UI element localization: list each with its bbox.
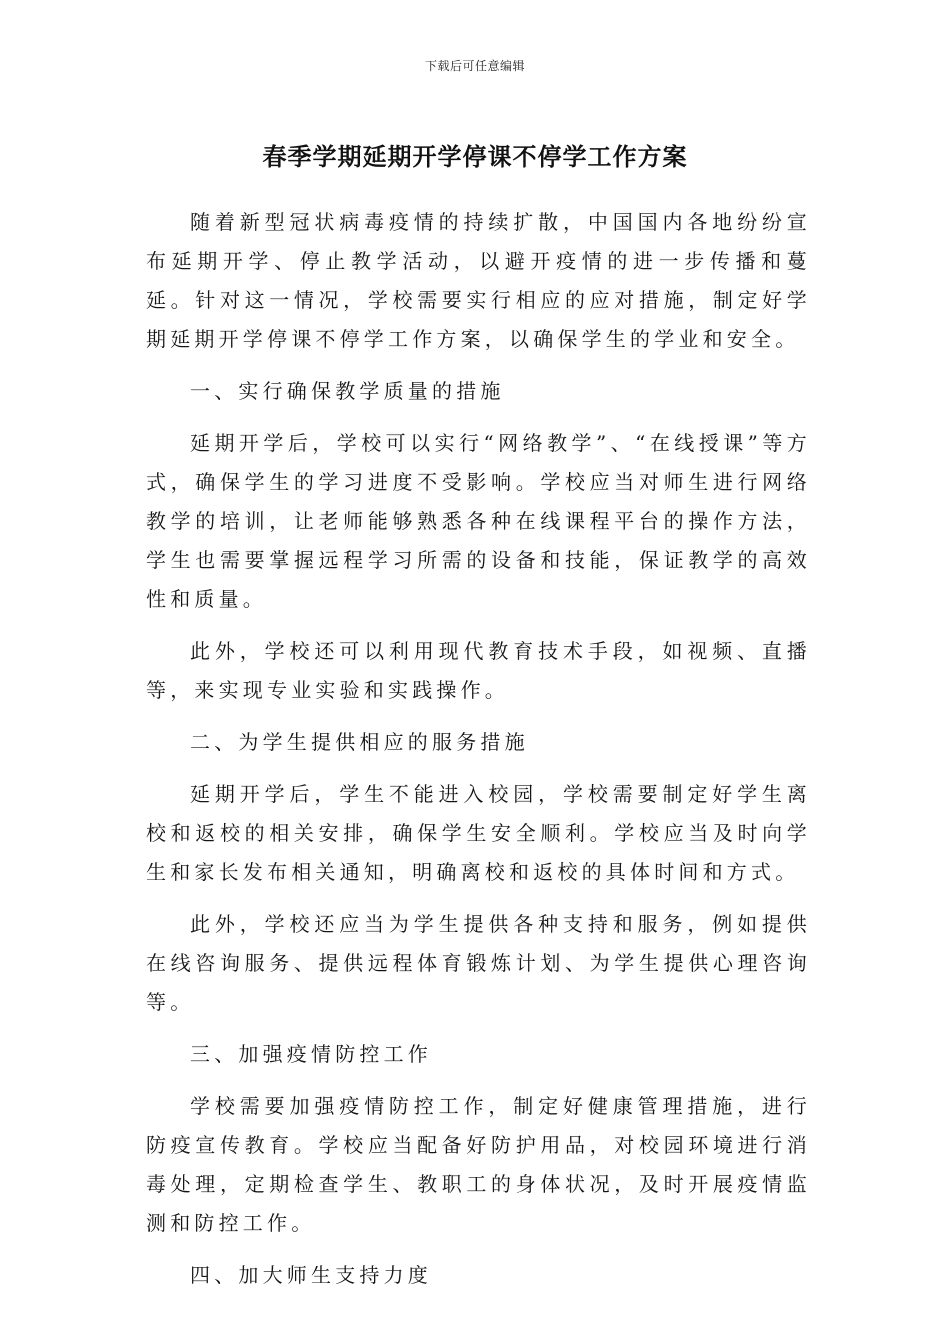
document-title: 春季学期延期开学停课不停学工作方案	[262, 143, 688, 171]
section-2-paragraph-2: 此外，学校还应当为学生提供各种支持和服务，例如提供在线咨询服务、提供远程体育锻炼计划、为学生提供心理咨询等。	[146, 912, 811, 1014]
section-2-paragraph-1: 延期开学后，学生不能进入校园，学校需要制定好学生离校和返校的相关安排，确保学生安全顺利。学校应当及时向学生和家长发布相关通知，明确离校和返校的具体时间和方式。	[146, 782, 811, 884]
document-body	[146, 203, 811, 1308]
section-1-heading: 一、实行确保教学质量的措施	[190, 379, 505, 403]
intro-paragraph: 随着新型冠状病毒疫情的持续扩散，中国国内各地纷纷宣布延期开学、停止教学活动，以避开疫情的进一步传播和蔓延。针对这一情况，学校需要实行相应的应对措施，制定好学期延期开学停课不停学工作方案，以确保学生的学业和安全。	[146, 210, 811, 351]
header-note: 下载后可任意编辑	[424, 59, 525, 73]
section-1-paragraph-1: 延期开学后，学校可以实行“网络教学”、“在线授课”等方式，确保学生的学习进度不受影响。学校应当对师生进行网络教学的培训，让老师能够熟悉各种在线课程平台的操作方法，学生也需要掌握远程学习所需的设备和技能，保证教学的高效性和质量。	[146, 431, 811, 611]
section-3-paragraph-1: 学校需要加强疫情防控工作，制定好健康管理措施，进行防疫宣传教育。学校应当配备好防护用品，对校园环境进行消毒处理，定期检查学生、教职工的身体状况，及时开展疫情监测和防控工作。	[146, 1094, 811, 1235]
section-1-paragraph-2: 此外，学校还可以利用现代教育技术手段，如视频、直播等，来实现专业实验和实践操作。	[146, 639, 811, 702]
section-3-heading: 三、加强疫情防控工作	[190, 1042, 432, 1066]
section-4-heading: 四、加大师生支持力度	[190, 1263, 432, 1287]
section-2-heading: 二、为学生提供相应的服务措施	[190, 730, 529, 754]
